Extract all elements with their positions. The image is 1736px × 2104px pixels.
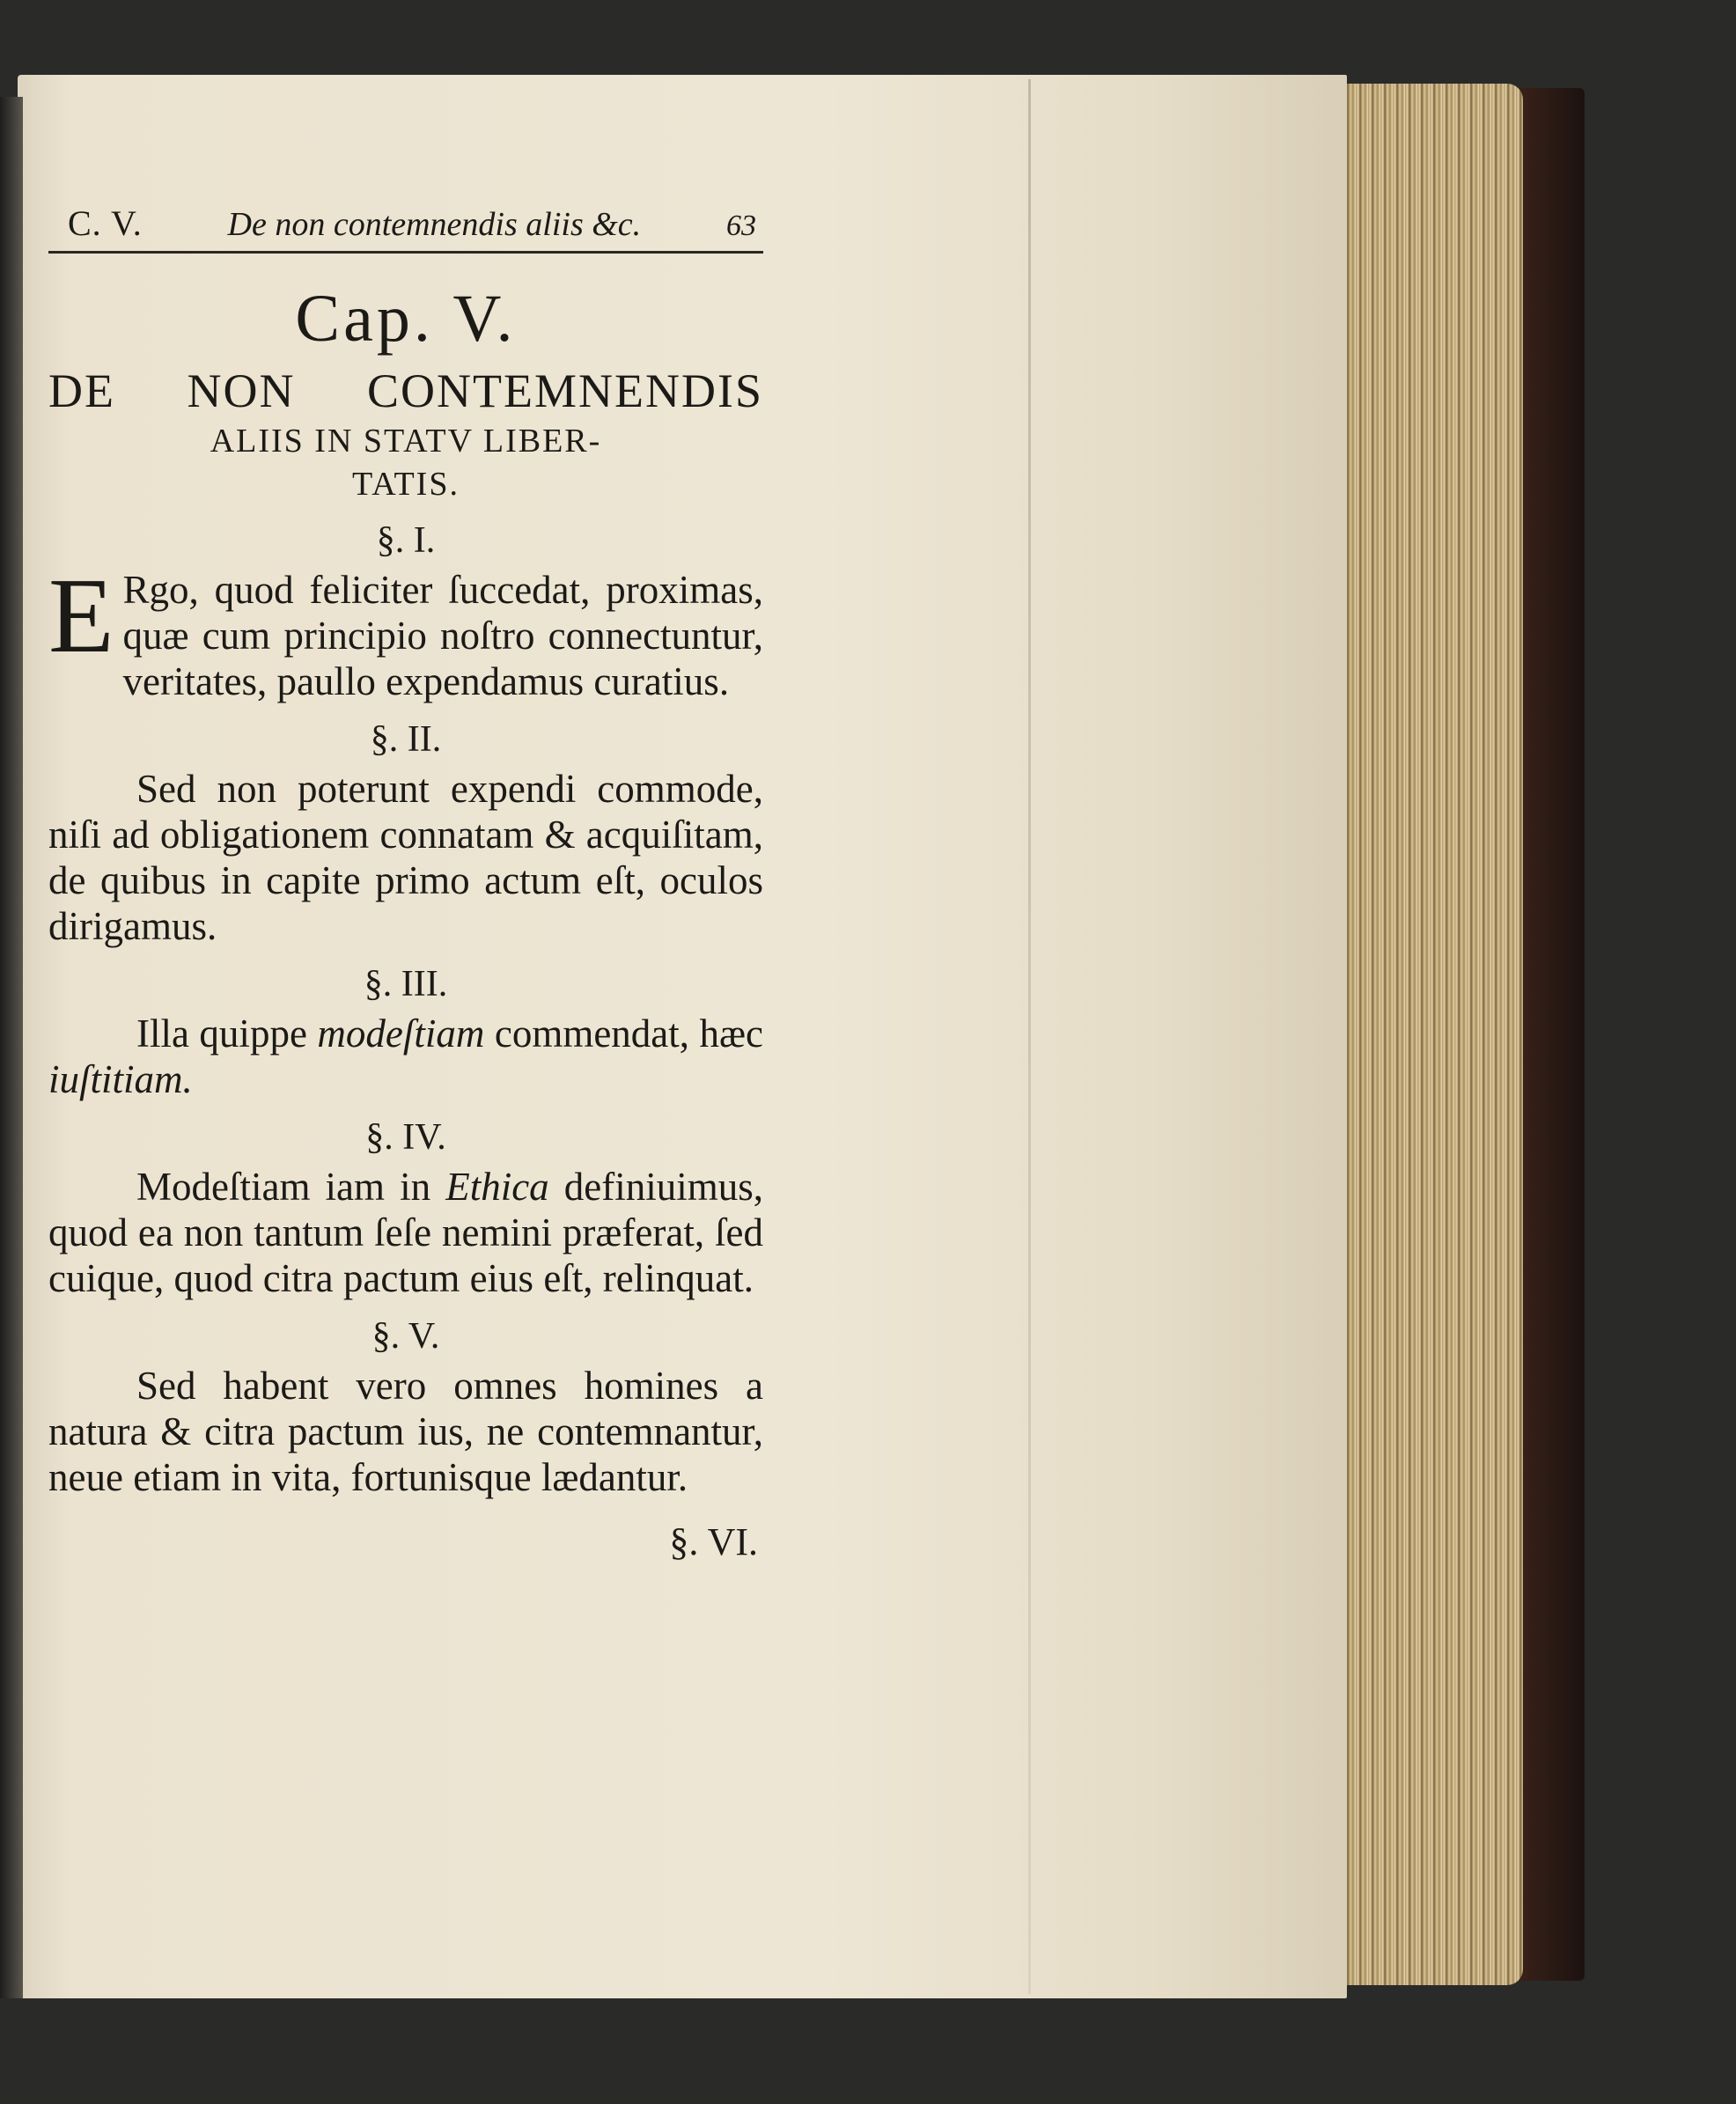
section-5-paragraph <box>48 1363 763 1500</box>
chapter-title-word: DE <box>48 364 115 417</box>
section-1-text: Rgo, quod feliciter ſuccedat, proximas, quæ cum principio noſtro connectuntur, veritates, paullo expendamus curatius. <box>122 568 763 703</box>
chapter-title-word: NON <box>187 364 296 417</box>
section-3-text-before: Illa quippe <box>136 1012 318 1056</box>
section-1-paragraph <box>48 556 763 704</box>
chapter-title-line-3: TATIS. <box>352 466 460 503</box>
section-4-text-before: Modeſtiam iam in <box>136 1165 446 1209</box>
section-mark-4: §. IV. <box>365 1117 446 1158</box>
chapter-title-line-1 <box>48 363 763 419</box>
page-text-block <box>48 202 763 1564</box>
section-4-text-after: definiuimus, quod ea non tantum ſeſe nemini præferat, ſed cuique, quod citra pactum eius eſt, relinquat. <box>48 1165 764 1300</box>
chapter-title-word: CONTEMNENDIS <box>366 364 763 417</box>
book-gutter <box>0 97 23 1998</box>
section-3-paragraph <box>48 1011 763 1102</box>
section-mark-1: §. I. <box>376 520 436 561</box>
drop-cap: E <box>48 556 114 675</box>
page-number: 63 <box>725 210 756 242</box>
section-3-emphasis-1: modeſtiam <box>317 1012 485 1056</box>
section-mark-3: §. III. <box>364 964 448 1004</box>
chapter-heading: Cap. V. <box>295 282 517 356</box>
section-4-emphasis: Ethica <box>445 1165 549 1209</box>
page-fold-line <box>1028 79 1031 1994</box>
running-head-chapter: C. V. <box>68 203 143 243</box>
section-5-text: Sed habent vero omnes homines a natura & citra pactum ius, ne contemnantur, neue etiam in vita, fortunisque lædantur. <box>48 1364 763 1499</box>
section-mark-5: §. V. <box>371 1316 440 1357</box>
section-2-paragraph <box>48 766 763 949</box>
running-head-title: De non contemnendis aliis &c. <box>227 206 642 243</box>
running-head <box>48 202 763 254</box>
section-2-text: Sed non poterunt expendi commode, niſi ad obligationem connatam & acquiſitam, de quibus in capite primo actum eſt, oculos dirigamus. <box>48 767 763 948</box>
catchword: §. VI. <box>669 1520 758 1563</box>
chapter-title-line-2: ALIIS IN STATV LIBER- <box>210 423 602 460</box>
section-3-emphasis-2: iuſtitiam. <box>48 1057 193 1101</box>
section-3-text-middle: commendat, hæc <box>484 1012 763 1056</box>
section-mark-2: §. II. <box>370 719 442 760</box>
section-4-paragraph <box>48 1164 763 1301</box>
